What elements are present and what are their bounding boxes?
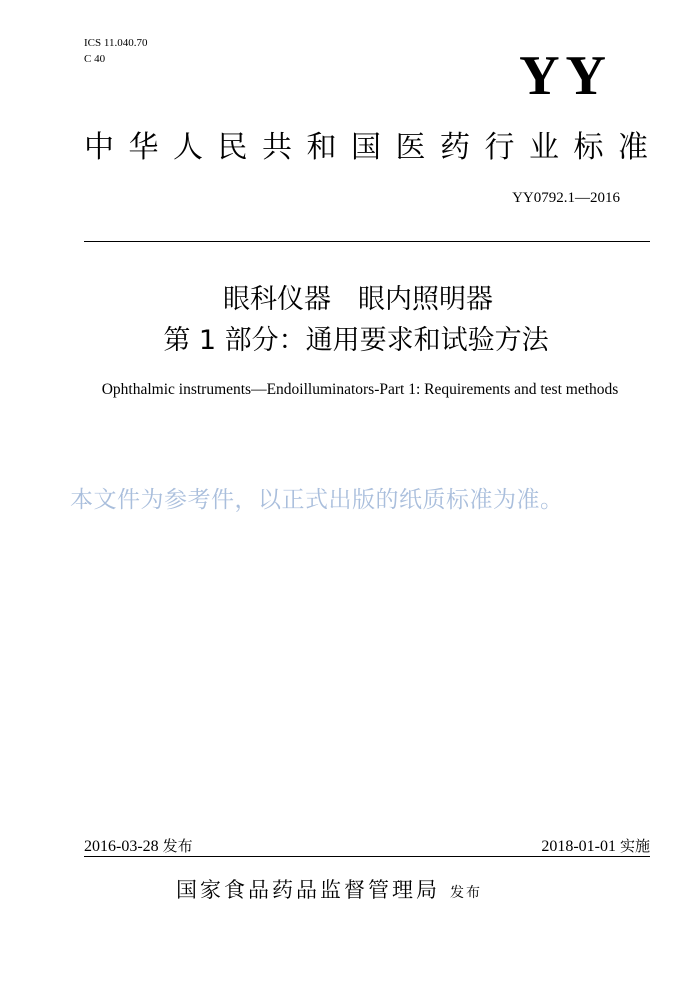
ccs-code: C 40 — [84, 53, 106, 65]
reference-watermark: 本文件为参考件，以正式出版的纸质标准为准。 — [70, 487, 564, 513]
bottom-divider — [84, 856, 650, 857]
standard-number: YY0792.1—2016 — [512, 190, 620, 206]
issue-date-block — [84, 835, 193, 856]
classification-codes — [84, 35, 147, 67]
top-divider — [84, 241, 650, 242]
implementation-date-block — [541, 835, 650, 856]
issue-label: 发布 — [162, 837, 193, 855]
ics-code: ICS 11.040.70 — [84, 37, 148, 49]
standard-mark: YY — [519, 45, 612, 107]
document-title-line2: 第 1 部分：通用要求和试验方法 — [163, 325, 549, 356]
publisher-name: 国家食品药品监督管理局 — [176, 878, 440, 902]
publisher-action: 发布 — [450, 885, 482, 901]
publisher-block — [176, 874, 482, 904]
english-title: Ophthalmic instruments—Endoilluminators-Part 1: Requirements and test methods — [101, 381, 619, 398]
issue-date: 2016-03-28 — [84, 838, 159, 855]
document-title-line1: 眼科仪器 眼内照明器 — [223, 284, 493, 315]
implementation-label: 实施 — [619, 837, 650, 855]
implementation-date: 2018-01-01 — [541, 838, 616, 855]
standard-category-title: 中华人民共和国医药行业标准 — [84, 130, 663, 165]
